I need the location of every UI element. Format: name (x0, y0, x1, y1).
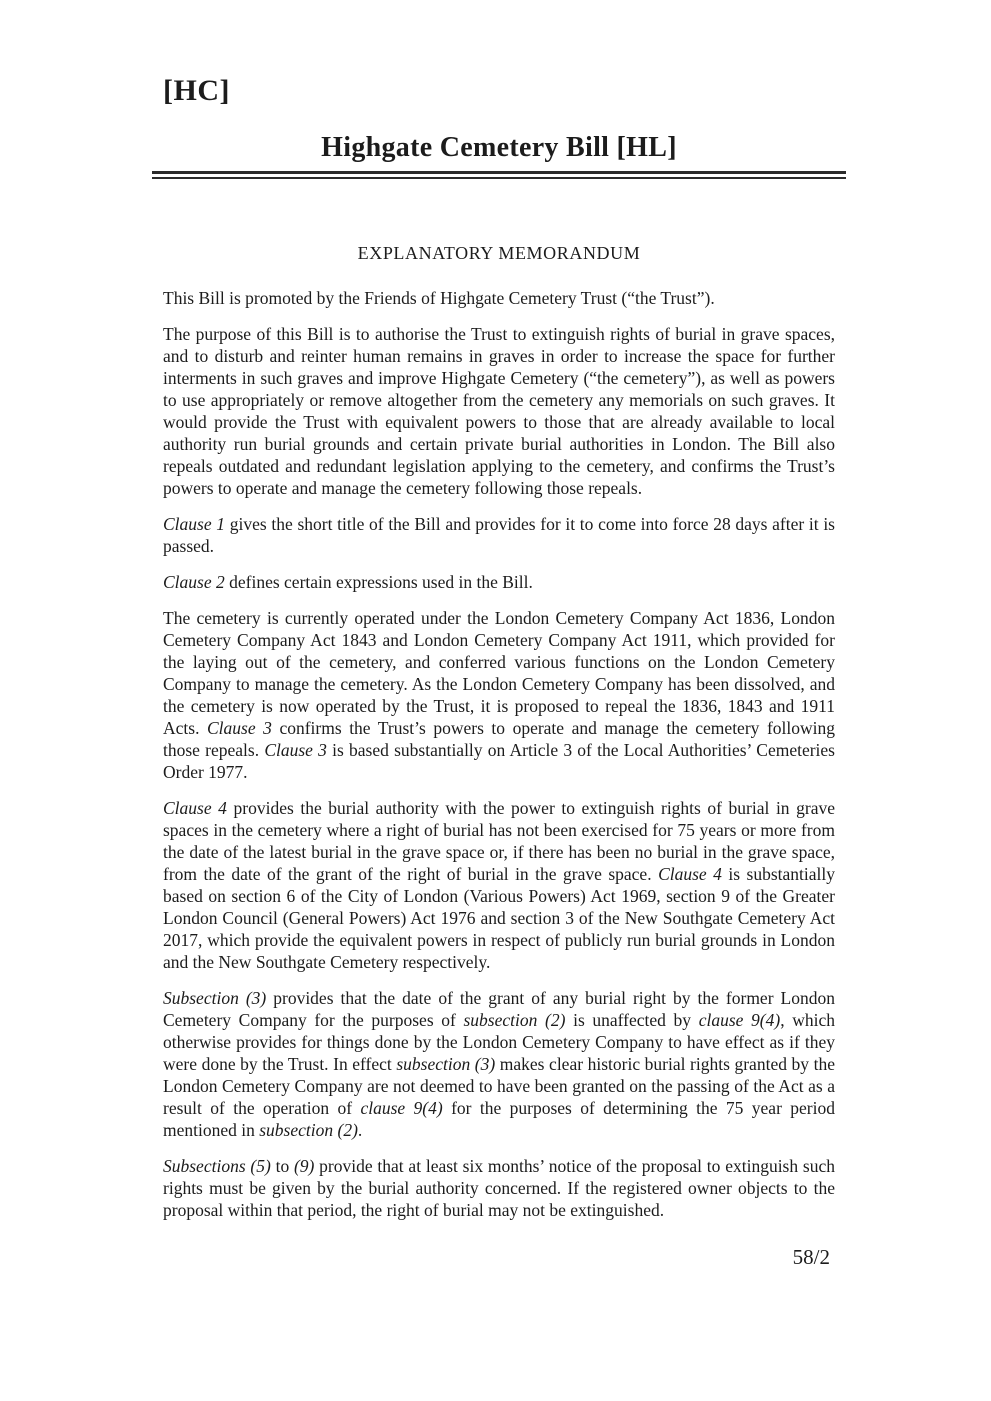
page-title: Highgate Cemetery Bill [HL] (321, 132, 677, 163)
text-run: provides the burial authority with the power to extinguish rights of burial in grave spaces in the cemetery where a right of burial has not been exercised for 75 years or more from the date of the latest burial in the grave space or, if there has been no burial in the grave space, from the date of the grant of the right of burial in the grave space. (163, 798, 835, 884)
italic-text-run: clause 9(4) (698, 1010, 781, 1030)
text-run: This Bill is promoted by the Friends of Highgate Cemetery Trust (“the Trust”). (163, 288, 715, 308)
text-run: defines certain expressions used in the Bill. (224, 572, 533, 592)
text-run: makes clear historic burial rights granted by the London Cemetery Company are not deemed to have been granted on the passing of the Act as a result of the operation of (163, 1054, 835, 1118)
page-number: 58/2 (792, 1245, 830, 1269)
text-run: to (270, 1156, 294, 1176)
italic-text-run: (9) (293, 1156, 315, 1176)
memorandum-paragraph (163, 513, 835, 557)
italic-text-run: subsection (3) (396, 1054, 496, 1074)
text-run: for the purposes of determining the 75 year period mentioned in (163, 1098, 835, 1140)
italic-text-run: Clause 2 (163, 572, 225, 592)
italic-text-run: Clause 3 (207, 718, 272, 738)
text-run: provides that the date of the grant of any burial right by the former London Cemetery Company for the purposes of (163, 988, 835, 1030)
memorandum-body (163, 287, 835, 1221)
memorandum-paragraph (163, 797, 835, 973)
text-run: , which otherwise provides for things done by the London Cemetery Company to have effect as if they were done by the Trust. In effect (163, 1010, 836, 1074)
text-run: is unaffected by (565, 1010, 699, 1030)
title-divider (152, 171, 846, 179)
text-run: The purpose of this Bill is to authorise the Trust to extinguish rights of burial in grave spaces, and to disturb and reinter human remains in graves in order to increase the space for further interments in such graves and improve Highgate Cemetery (“the cemetery”), as well as powers to use appropriately or remove altogether from the cemetery any memorials on such graves. It would provide the Trust with equivalent powers to those that are already available to local authority run burial grounds and certain private burial authorities in London. The Bill also repeals outdated and redundant legislation applying to the cemetery, and confirms the Trust’s powers to operate and manage the cemetery following those repeals. (163, 324, 835, 498)
memorandum-paragraph (163, 607, 835, 783)
memorandum-paragraph (163, 323, 835, 499)
memorandum-paragraph (163, 1155, 835, 1221)
italic-text-run: Clause 3 (264, 740, 327, 760)
memorandum-paragraph (163, 287, 835, 309)
document-content (163, 0, 835, 1270)
italic-text-run: subsection (2) (259, 1120, 358, 1140)
text-run: . (357, 1120, 363, 1140)
text-run: gives the short title of the Bill and provides for it to come into force 28 days after it is passed. (163, 514, 835, 556)
italic-text-run: clause 9(4) (360, 1098, 443, 1118)
italic-text-run: Clause 4 (163, 798, 227, 818)
section-heading: EXPLANATORY MEMORANDUM (357, 243, 641, 263)
italic-text-run: Subsection (3) (163, 988, 267, 1008)
memorandum-paragraph (163, 571, 835, 593)
italic-text-run: Subsections (5) (163, 1156, 271, 1176)
house-marker: [HC] (163, 74, 230, 107)
text-run: confirms the Trust’s powers to operate and manage the cemetery following those repeals. (163, 718, 835, 760)
italic-text-run: subsection (2) (463, 1010, 566, 1030)
text-run: provide that at least six months’ notice of the proposal to extinguish such rights must be given by the burial authority concerned. If the registered owner objects to the proposal within that period, the right of burial may not be extinguished. (163, 1156, 835, 1220)
text-run: is substantially based on section 6 of the City of London (Various Powers) Act 1969, section 9 of the Greater London Council (General Powers) Act 1976 and section 3 of the New Southgate Cemetery Act 2017, which provide the equivalent powers in respect of publicly run burial grounds in London and the New Southgate Cemetery respectively. (163, 864, 835, 972)
italic-text-run: Clause 4 (658, 864, 722, 884)
italic-text-run: Clause 1 (163, 514, 226, 534)
memorandum-paragraph (163, 987, 835, 1141)
text-run: is based substantially on Article 3 of the Local Authorities’ Cemeteries Order 1977. (163, 740, 835, 782)
text-run: The cemetery is currently operated under the London Cemetery Company Act 1836, London Cemetery Company Act 1843 and London Cemetery Company Act 1911, which provided for the laying out of the cemetery, and conferred various functions on the London Cemetery Company to manage the cemetery. As the London Cemetery Company has been dissolved, and the cemetery is now operated by the Trust, it is proposed to repeal the 1836, 1843 and 1911 Acts. (163, 608, 835, 738)
